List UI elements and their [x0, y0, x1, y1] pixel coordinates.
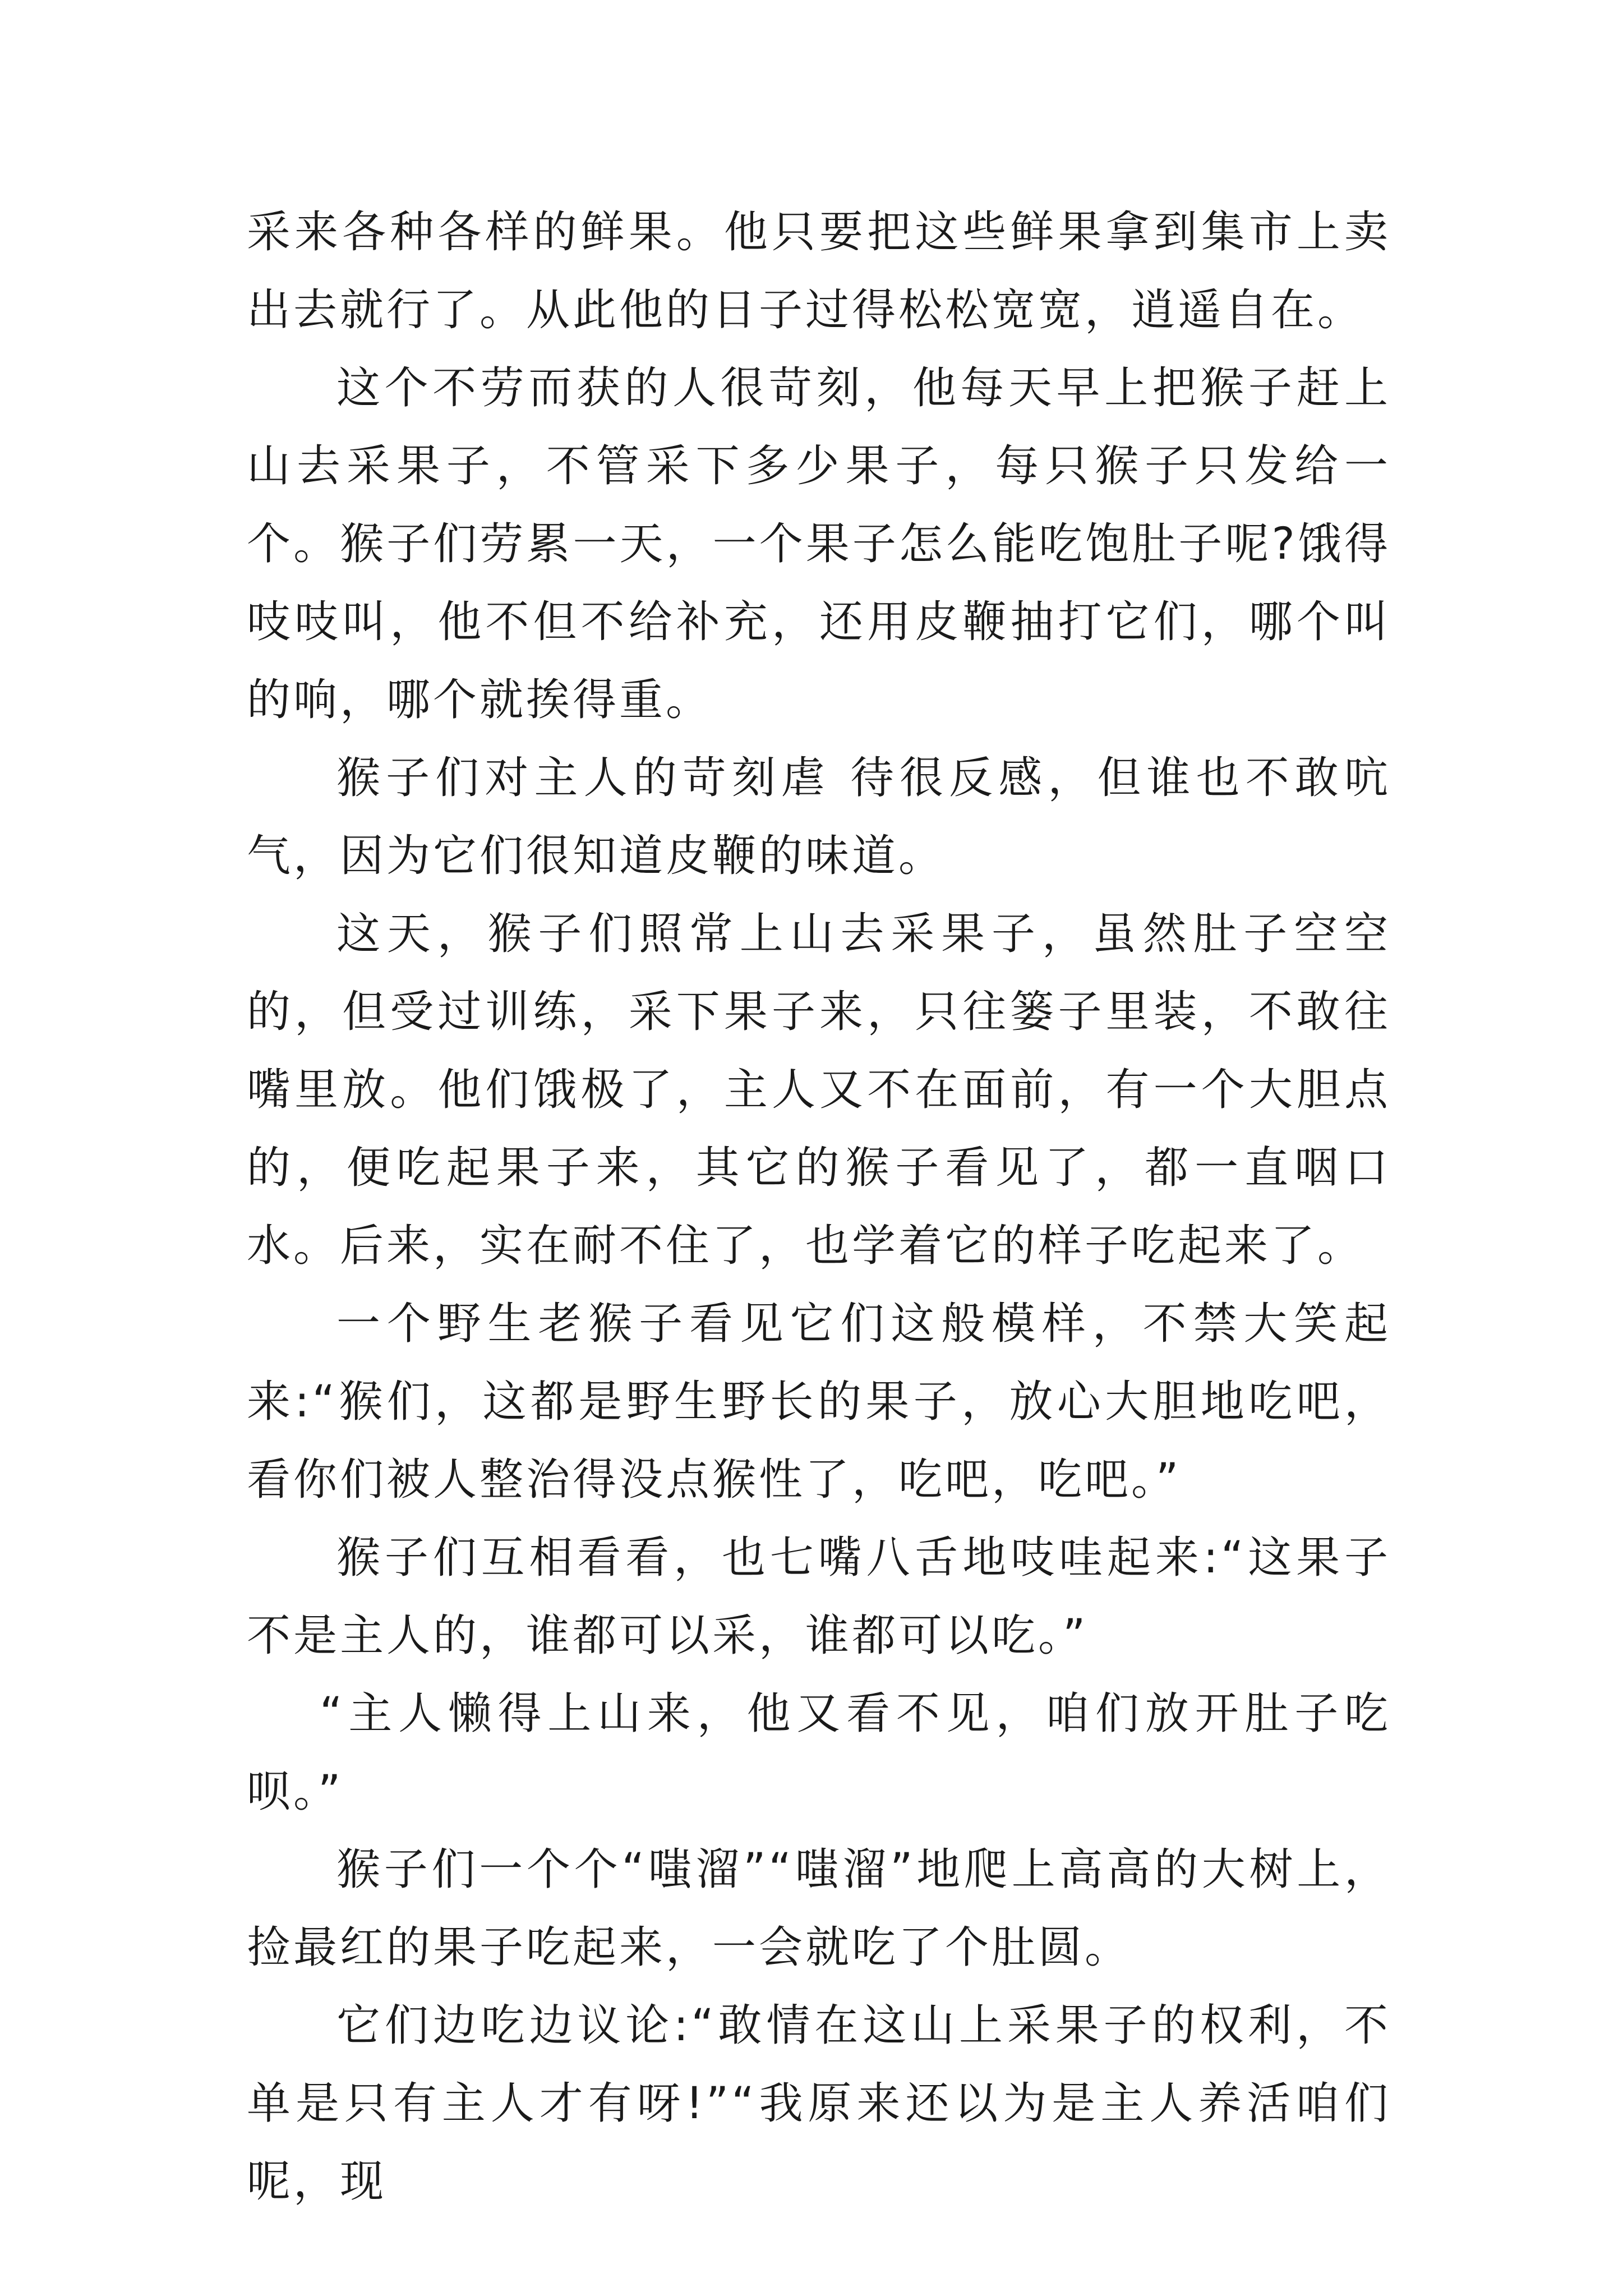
paragraph-8: 猴子们一个个“嗤溜”“嗤溜”地爬上高高的大树上，捡最红的果子吃起来，一会就吃了个肚圆。: [247, 1844, 1391, 1973]
paragraph-9: 它们边吃边议论:“敢情在这山上采果子的权利，不单是只有主人才有呀!”“我原来还以为是主人养活咱们呢，现: [247, 2000, 1391, 2207]
paragraph-4: 这天，猴子们照常上山去采果子，虽然肚子空空的，但受过训练，采下果子来，只往篓子里装，不敢往嘴里放。他们饿极了，主人又不在面前，有一个大胆点的，便吃起果子来，其它的猴子看见了，都一直咽口水。后来，实在耐不住了，也学着它的样子吃起来了。: [247, 909, 1391, 1271]
story-text: [247, 194, 1391, 2221]
paragraph-3: 猴子们对主人的苛刻虐 待很反感，但谁也不敢吭气，因为它们很知道皮鞭的味道。: [247, 753, 1391, 881]
paragraph-2: 这个不劳而获的人很苛刻，他每天早上把猴子赶上山去采果子，不管采下多少果子，每只猴子只发给一个。猴子们劳累一天，一个果子怎么能吃饱肚子呢?饿得吱吱叫，他不但不给补充，还用皮鞭抽打它们，哪个叫的响，哪个就挨得重。: [247, 363, 1391, 725]
paragraph-6: 猴子们互相看看，也七嘴八舌地吱哇起来:“这果子不是主人的，谁都可以采，谁都可以吃。”: [247, 1533, 1391, 1661]
paragraph-1: 采来各种各样的鲜果。他只要把这些鲜果拿到集市上卖出去就行了。从此他的日子过得松松宽宽，逍遥自在。: [247, 207, 1391, 335]
paragraph-7: “主人懒得上山来，他又看不见，咱们放开肚子吃呗。”: [247, 1688, 1391, 1817]
paragraph-5: 一个野生老猴子看见它们这般模样，不禁大笑起来:“猴们，这都是野生野长的果子，放心大胆地吃吧，看你们被人整治得没点猴性了，吃吧，吃吧。”: [247, 1299, 1391, 1505]
